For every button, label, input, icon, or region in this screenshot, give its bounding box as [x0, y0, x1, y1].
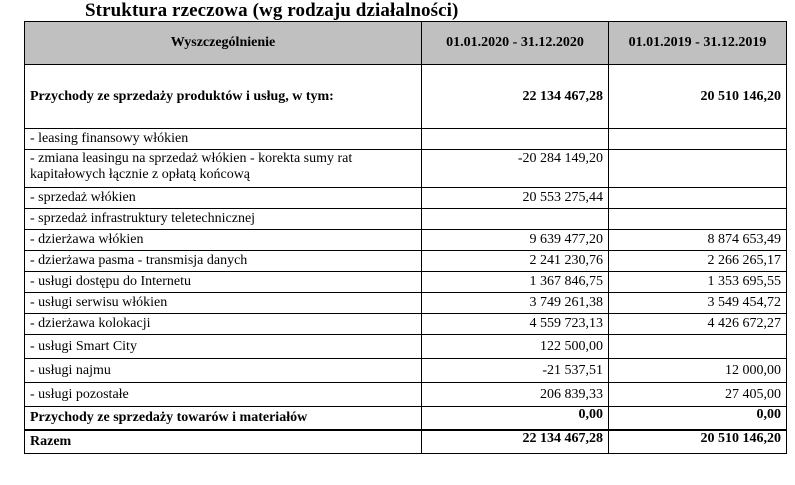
revenue-goods-materials-row	[25, 407, 787, 431]
value-2020: 1 367 846,75	[422, 272, 609, 293]
row-label: - sprzedaż włókien	[25, 188, 422, 209]
row-label: - usługi Smart City	[25, 335, 422, 359]
document-title: Struktura rzeczowa (wg rodzaju działalności)	[85, 0, 459, 21]
value-2020	[422, 129, 609, 150]
value-2020: -20 284 149,20	[422, 150, 609, 188]
table-row	[25, 335, 787, 359]
value-2019: 3 549 454,72	[609, 293, 787, 314]
value-2020: 4 559 723,13	[422, 314, 609, 335]
row-label: - usługi dostępu do Internetu	[25, 272, 422, 293]
row-label: - leasing finansowy włókien	[25, 129, 422, 150]
value-2020: 122 500,00	[422, 335, 609, 359]
header-description: Wyszczególnienie	[25, 22, 422, 65]
value-2019: 20 510 146,20	[609, 430, 787, 454]
row-label: - dzierżawa pasma - transmisja danych	[25, 251, 422, 272]
value-2019: 27 405,00	[609, 383, 787, 407]
value-2020: 0,00	[422, 407, 609, 431]
value-2020: 3 749 261,38	[422, 293, 609, 314]
value-2019	[609, 209, 787, 230]
row-label: - dzierżawa włókien	[25, 230, 422, 251]
value-2020: 9 639 477,20	[422, 230, 609, 251]
table-row	[25, 150, 787, 188]
value-2019	[609, 335, 787, 359]
table-row	[25, 314, 787, 335]
table-row	[25, 230, 787, 251]
table-row	[25, 129, 787, 150]
total-row	[25, 430, 787, 454]
table-row	[25, 359, 787, 383]
value-2019: 1 353 695,55	[609, 272, 787, 293]
row-label: Przychody ze sprzedaży produktów i usług, w tym:	[25, 65, 422, 129]
value-2019: 20 510 146,20	[609, 65, 787, 129]
value-2019	[609, 150, 787, 188]
value-2020: 206 839,33	[422, 383, 609, 407]
revenue-structure-table	[24, 21, 787, 454]
table-row	[25, 209, 787, 230]
table-row	[25, 251, 787, 272]
row-label: - usługi serwisu włókien	[25, 293, 422, 314]
row-label: - dzierżawa kolokacji	[25, 314, 422, 335]
value-2020: 20 553 275,44	[422, 188, 609, 209]
table-row	[25, 188, 787, 209]
table-row	[25, 293, 787, 314]
value-2019: 4 426 672,27	[609, 314, 787, 335]
header-period-2020: 01.01.2020 - 31.12.2020	[422, 22, 609, 65]
value-2019: 8 874 653,49	[609, 230, 787, 251]
value-2020: 22 134 467,28	[422, 65, 609, 129]
row-label: - sprzedaż infrastruktury teletechnicznej	[25, 209, 422, 230]
value-2019	[609, 129, 787, 150]
row-label: Razem	[25, 430, 422, 454]
row-label: Przychody ze sprzedaży towarów i materiałów	[25, 407, 422, 431]
value-2020: 22 134 467,28	[422, 430, 609, 454]
row-label: - usługi pozostałe	[25, 383, 422, 407]
value-2019: 2 266 265,17	[609, 251, 787, 272]
value-2020: -21 537,51	[422, 359, 609, 383]
table-row	[25, 383, 787, 407]
value-2020: 2 241 230,76	[422, 251, 609, 272]
revenue-products-services-row	[25, 65, 787, 129]
table-row	[25, 272, 787, 293]
row-label: - usługi najmu	[25, 359, 422, 383]
value-2019: 12 000,00	[609, 359, 787, 383]
value-2019	[609, 188, 787, 209]
value-2019: 0,00	[609, 407, 787, 431]
row-label: - zmiana leasingu na sprzedaż włókien - korekta sumy rat kapitałowych łącznie z opłatą końcową	[25, 150, 422, 188]
table-header-row	[25, 22, 787, 65]
value-2020	[422, 209, 609, 230]
header-period-2019: 01.01.2019 - 31.12.2019	[609, 22, 787, 65]
